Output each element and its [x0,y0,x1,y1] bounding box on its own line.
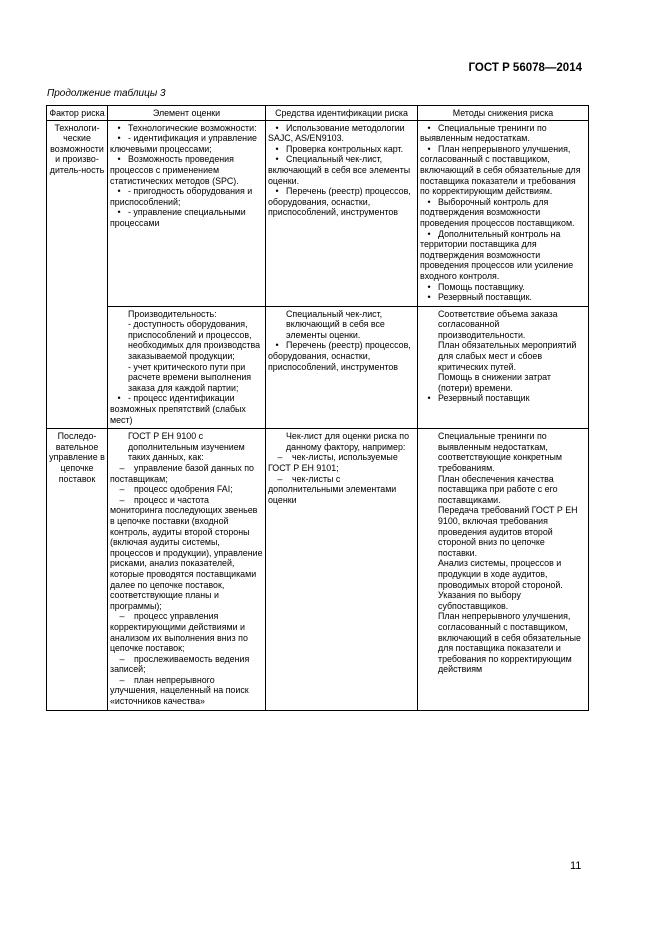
list-item [110,463,263,484]
column-header-methods: Методы снижения риска [418,106,589,121]
list-item [110,484,263,495]
bullet-icon: • [275,340,279,351]
list-item-text: - пригодность оборудования и приспособлений; [110,186,253,207]
list-item-text: План обязательных мероприятий для слабых мест и сбоев критических путей. [438,340,577,372]
factor-cell: Технологи-ческие возможности и произво-дитель-ность [47,120,108,306]
list-item [268,452,415,473]
table-row [47,429,589,710]
list-item-text: прослеживаемость ведения записей; [110,653,250,675]
list-item-text: Чек-лист для оценки риска по данному фактору, например: [286,431,410,452]
bullet-icon: • [427,292,431,303]
list-item-text: Использование методологии SAJC, AS/EN9103. [268,122,405,144]
table-header-row [47,106,589,121]
list-item-text: Специальный чек-лист, включающий в себя все элементы оценки. [286,308,385,340]
list-item-text: - идентификация и управление ключевыми процессами; [110,133,257,154]
list-item-text: Перечень (реестр) процессов, оборудования, оснастки, приспособлений, инструментов [268,340,411,372]
list-item-text: чек-листы, используемые ГОСТ Р ЕН 9101; [268,452,398,473]
table-row [47,120,589,306]
dash-icon: – [119,653,125,664]
dash-icon: – [119,674,125,685]
list-item-text: - доступность оборудования, приспособлений и процессов, необходимых для производства заказываемой продукции; [128,319,261,362]
list-item-text: процесс и частота мониторинга последующих звеньев в цепочке поставки (входной контроль, аудиты второй стороны (включая аудиты системы, процессов и продукции), управление рисками, анализ показателей, которые проводятся поставщиками далее по цепочке поставок, соответствующие планы и программы); [110,494,263,611]
list-item [110,675,263,707]
list-item-text: Помощь поставщику. [438,281,525,292]
list-item-text: Резервный поставщик. [438,292,532,303]
list-item [420,144,586,197]
list-item-text: Производительность: [128,308,217,319]
list-item [420,474,586,506]
list-item [268,144,415,155]
bullet-icon: • [275,186,279,197]
bullet-icon: • [427,393,431,404]
list-item [110,123,263,134]
list-item [420,590,586,611]
list-item [420,611,586,675]
list-item-text: Анализ системы, процессов и продукции в ходе аудитов, проводимых второй стороной. [438,558,563,590]
element-cell [108,429,266,710]
list-item [268,154,415,186]
column-header-factor: Фактор риска [47,106,108,121]
list-item-text: План непрерывного улучшения, согласованный с поставщиком, включающий в себя обязательные для поставщика показатели и требования по корректирующим действиям [438,611,581,675]
list-item [110,654,263,675]
means-cell [266,306,418,429]
list-item-text: управление базой данных по поставщикам; [110,463,254,484]
means-cell [266,429,418,710]
list-item-text: - процесс идентификации возможных препятствий (слабых мест) [110,393,246,425]
list-item-text: - управление специальными процессами [110,207,246,228]
table-caption: Продолжение таблицы 3 [47,88,166,99]
list-item [268,474,415,506]
bullet-icon: • [427,122,431,133]
bullet-icon: • [117,186,121,197]
list-item-text: Проверка контрольных карт. [286,143,404,154]
dash-icon: – [119,611,125,622]
list-item-text: Специальные тренинги по выявленным недостаткам. [420,122,547,144]
list-item [420,229,586,282]
list-item-text: Помощь в снижении затрат (потери) времени. [438,372,551,393]
list-item-text: Резервный поставщик [438,393,530,404]
list-item-text: Выборочный контроль для подтверждения возможности проведения процессов поставщиком. [420,196,575,228]
list-item-text: План обеспечения качества поставщика при работе с его поставщиками. [438,473,558,505]
list-item-text: План непрерывного улучшения, согласованный с поставщиком, включающий в себя обязательные для поставщика показатели и требования по корректирующим действиям. [420,143,581,197]
list-item-text: Указания по выбору субпоставщиков. [438,590,521,611]
element-cell [108,120,266,306]
list-item-text: чек-листы с дополнительными элементами оценки [268,473,397,505]
list-item [420,282,586,293]
list-item-text: Технологические возможности: [128,122,257,133]
list-item [420,309,586,341]
factor-cell [47,306,108,429]
methods-cell [418,306,589,429]
list-item [420,292,586,303]
dash-icon: – [277,473,283,484]
list-item [268,309,415,341]
list-item [268,123,415,144]
list-item [420,123,586,144]
list-item [110,431,263,463]
list-item [110,393,263,425]
list-item [110,611,263,653]
bullet-icon: • [427,196,431,207]
list-item-text: Передача требований ГОСТ Р ЕН 9100, включая требования проведения аудитов второй стороной вниз по цепочке поставки. [438,505,578,558]
list-item-text: Возможность проведения процессов с применением статистических методов (SPC). [110,154,239,186]
list-item [268,340,415,372]
list-item [420,505,586,558]
bullet-icon: • [427,143,431,154]
list-item-text: Соответствие объема заказа согласованной производительности. [438,308,558,340]
list-item [420,372,586,393]
list-item-text: Перечень (реестр) процессов, оборудования, оснастки, приспособлений, инструментов [268,186,411,218]
means-cell [266,120,418,306]
page-number: 11 [570,860,582,872]
bullet-icon: • [427,281,431,292]
list-item [110,362,263,394]
list-item-text: процесс одобрения FAI; [134,484,233,495]
list-item [110,495,263,612]
document-code: ГОСТ Р 56078—2014 [468,62,582,74]
list-item-text: план непрерывного улучшения, нацеленный на поиск «источников качества» [110,674,249,707]
methods-cell [418,429,589,710]
list-item [110,186,263,207]
list-item-text: - учет критического пути при расчете времени выполнения заказа для каждой партии; [128,361,252,393]
column-header-means: Средства идентификации риска [266,106,418,121]
list-item [110,133,263,154]
list-item [110,207,263,228]
bullet-icon: • [117,393,121,404]
list-item [420,340,586,372]
methods-cell [418,120,589,306]
list-item [420,393,586,404]
dash-icon: – [119,484,125,495]
bullet-icon: • [275,154,279,165]
dash-icon: – [119,463,125,473]
bullet-icon: • [117,133,121,144]
list-item [110,154,263,186]
factor-cell: Последо-вательное управление в цепочке поставок [47,429,108,710]
bullet-icon: • [275,122,279,133]
list-item-text: Специальные тренинги по выявленным недостаткам, соответствующие конкретным требованиям. [438,431,563,473]
list-item [268,186,415,218]
table-row [47,306,589,429]
list-item [420,558,586,590]
list-item [420,431,586,473]
bullet-icon: • [117,154,121,165]
bullet-icon: • [117,207,121,218]
list-item-text: процесс управления корректирующими действиями и анализом их выполнения вниз по цепочке поставок; [110,611,248,654]
dash-icon: – [119,494,125,505]
risk-table [46,105,589,711]
list-item-text: Специальный чек-лист, включающий в себя все элементы оценки. [268,154,411,186]
list-item [110,309,263,320]
list-item [420,197,586,229]
bullet-icon: • [275,143,279,154]
element-cell [108,306,266,429]
list-item-text: Дополнительный контроль на территории поставщика для подтверждения возможности проведения процессов или усиление входного контроля. [420,228,574,281]
dash-icon: – [277,452,283,463]
bullet-icon: • [117,122,121,133]
column-header-element: Элемент оценки [108,106,266,121]
list-item [268,431,415,452]
bullet-icon: • [427,228,431,239]
list-item [110,319,263,361]
list-item-text: ГОСТ Р ЕН 9100 с дополнительным изучением таких данных, как: [128,431,245,463]
